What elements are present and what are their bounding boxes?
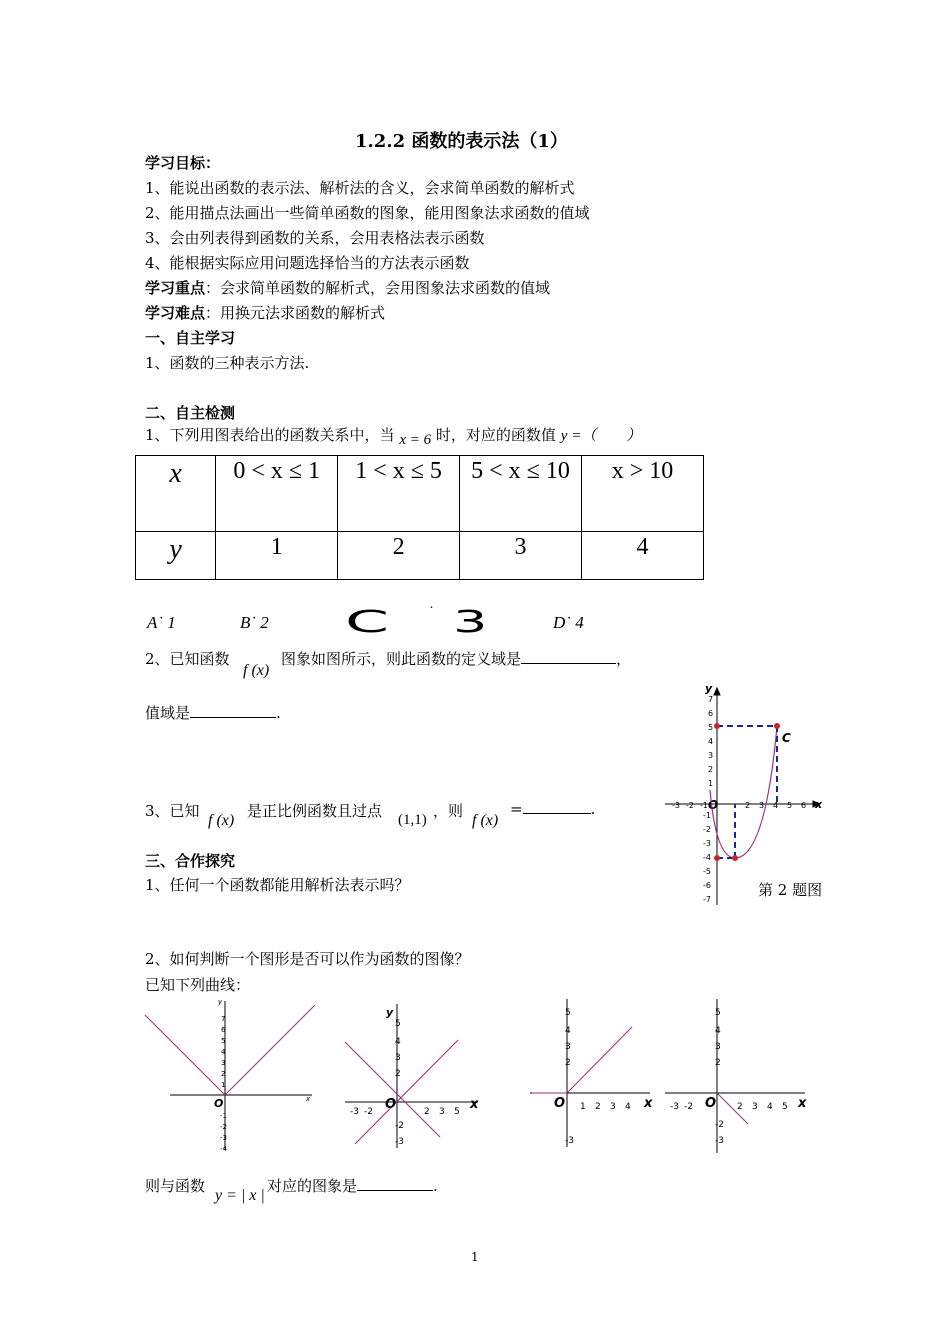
graph3-xtick: 1 [580, 1102, 586, 1112]
graph4-xtick: 2 [737, 1102, 743, 1112]
fig2-ytick: 7 [708, 695, 714, 704]
fig2-ytick: -2 [703, 825, 711, 834]
fig2-ytick: -7 [703, 895, 711, 904]
fig2-xtick: 5 [787, 801, 793, 810]
final-function: y = | x | [215, 1187, 265, 1204]
difficulty-label: 学习难点 [145, 304, 206, 322]
final-line [267, 1175, 438, 1196]
q2-middle: 图象如图所示，则此函数的定义域是 [281, 650, 522, 668]
fig2-ytick: 3 [708, 751, 714, 760]
fig2-ytick: -4 [703, 853, 711, 862]
fig2-ytick: -1 [703, 811, 711, 820]
section2-q1 [145, 424, 642, 448]
page-number: 1 [471, 1250, 479, 1264]
fig2-xtick: -1 [700, 801, 708, 810]
graph3-xtick: 2 [595, 1102, 601, 1112]
fig2-xtick: 3 [759, 801, 765, 810]
table-cell: 1 < x ≤ 5 [338, 456, 460, 532]
table-cell: 1 [216, 532, 338, 580]
q2-range-blank[interactable] [190, 717, 276, 718]
table-cell: 5 < x ≤ 10 [460, 456, 582, 532]
table-header-x: x [136, 456, 216, 532]
table-row-y [136, 532, 704, 580]
graph2-ytick: 3 [395, 1053, 401, 1063]
graph2-ytick: 5 [395, 1019, 401, 1029]
graph4-xtick: 3 [752, 1102, 758, 1112]
section1-heading: 一、自主学习 [145, 329, 236, 347]
graph2-x-label: x [470, 1097, 479, 1112]
difficulty-text: ：用换元法求函数的解析式 [205, 304, 386, 322]
graph1-ytick: 2 [221, 1070, 226, 1078]
section3-q2: 2、如何判断一个图形是否可以作为函数的图像？ [145, 950, 470, 968]
graph4-origin: O [705, 1096, 717, 1111]
graph1-ytick: -3 [220, 1134, 227, 1142]
graph4-xtick: -2 [684, 1102, 693, 1112]
fig2-xtick: 2 [745, 801, 751, 810]
graph4-xtick: 5 [782, 1102, 788, 1112]
q1-prefix: 1、下列用图表给出的函数关系中，当 [145, 426, 395, 444]
q3-point: (1,1) [398, 812, 427, 828]
q3-middle: 是正比例函数且过点 [247, 802, 383, 820]
function-table [135, 455, 704, 580]
key-point-label: 学习重点 [145, 279, 206, 297]
graph1-ytick: 7 [221, 1015, 226, 1023]
section3-heading: 三、合作探究 [145, 852, 236, 870]
graph3-origin: O [554, 1096, 566, 1111]
q2-fx: f (x) [243, 662, 270, 679]
graph1-ytick: 4 [221, 1048, 226, 1056]
section3-q1: 1、任何一个函数都能用解析法表示吗？ [145, 876, 410, 894]
graph3-ytick: 5 [565, 1008, 571, 1018]
q2-range-label: 值域是 [145, 704, 191, 722]
graph1-ytick: -4 [220, 1145, 227, 1153]
q2-line [281, 648, 631, 669]
option-c-dot: ˙ [428, 605, 435, 621]
graph-1 [140, 995, 320, 1155]
graph4-ytick: 5 [715, 1008, 721, 1018]
fig2-ytick: 4 [708, 737, 714, 746]
graph4-ytick: 3 [715, 1042, 721, 1052]
q2-domain-blank[interactable] [521, 663, 616, 664]
y-axis-arrow [714, 688, 720, 695]
graph1-origin: O [214, 1097, 224, 1110]
q2-range-end: . [276, 704, 281, 722]
graph-4 [660, 995, 815, 1155]
fig2-xtick: -3 [672, 801, 680, 810]
option-c-value[interactable]: 3 [453, 605, 488, 640]
table-cell: 0 < x ≤ 1 [216, 456, 338, 532]
fig2-x-label: x [815, 798, 823, 811]
fig2-ytick: 5 [708, 723, 714, 732]
final-blank[interactable] [357, 1190, 433, 1191]
objective-1: 1、能说出函数的表示法、解析法的含义，会求简单函数的解析式 [145, 179, 575, 197]
fig2-ytick: 6 [708, 709, 714, 718]
graph3-ytick: 3 [565, 1042, 571, 1052]
graph4-ytick: 4 [715, 1026, 721, 1036]
table-row-x [136, 456, 704, 532]
fig2-point-c: C [782, 731, 791, 745]
graph1-y-label: y [218, 998, 223, 1006]
fig2-point [714, 723, 720, 729]
fig2-point [774, 723, 780, 729]
graph2-ytick: -2 [395, 1121, 404, 1131]
q3-eq: = [510, 800, 523, 818]
fig2-ytick: 2 [708, 765, 714, 774]
fig2-xtick: -2 [686, 801, 694, 810]
fig2-ytick: -6 [703, 881, 711, 890]
graph2-ytick: 4 [395, 1037, 401, 1047]
graph4-ytick: -2 [715, 1120, 724, 1130]
graph2-origin: O [385, 1097, 397, 1112]
fig2-origin: O [708, 798, 719, 812]
graph4-xtick: 4 [767, 1102, 773, 1112]
table-cell: 3 [460, 532, 582, 580]
q2-range-line [145, 702, 281, 723]
q3-fx: f (x) [208, 812, 235, 829]
q3-prefix: 3、已知 [145, 802, 200, 820]
option-a[interactable]: A˙ 1 [147, 613, 176, 632]
fig2-ytick: -5 [703, 867, 711, 876]
graph-3 [510, 995, 660, 1150]
final-prefix: 则与函数 [145, 1177, 206, 1195]
q3-then: ，则 [433, 802, 464, 820]
table-cell: 4 [581, 532, 703, 580]
page-title: 1.2.2 函数的表示法（1） [355, 131, 568, 152]
section2-heading: 二、自主检测 [145, 404, 236, 422]
graph3-ytick: 4 [565, 1026, 571, 1036]
option-c-letter[interactable]: C [345, 605, 390, 640]
objective-4: 4、能根据实际应用问题选择恰当的方法表示函数 [145, 254, 470, 272]
objectives-heading: 学习目标： [145, 154, 221, 172]
figure-2-caption: 第 2 题图 [758, 881, 823, 899]
key-point-text: ：会求简单函数的解析式，会用图象法求函数的值域 [205, 279, 551, 297]
final-end: . [433, 1177, 438, 1195]
graph1-ytick: 1 [221, 1081, 226, 1089]
graph2-xtick: -3 [350, 1107, 359, 1117]
fig2-point [732, 855, 738, 861]
graph3-ytick: -3 [565, 1136, 574, 1146]
graph1-ytick: -1 [220, 1112, 227, 1120]
graph3-ytick: 2 [565, 1058, 571, 1068]
graph2-ytick: -3 [395, 1137, 404, 1147]
section1-q1: 1、函数的三种表示方法. [145, 354, 310, 372]
fig2-y-label: y [705, 682, 713, 695]
graph3-xtick: 3 [610, 1102, 616, 1112]
table-cell: 2 [338, 532, 460, 580]
q3-answer-line [510, 800, 595, 818]
graph1-ytick: 6 [221, 1026, 226, 1034]
graph1-ytick: -2 [220, 1123, 227, 1131]
graph2-xtick: 5 [454, 1107, 460, 1117]
q2-prefix: 2、已知函数 [145, 650, 230, 668]
objective-2: 2、能用描点法画出一些简单函数的图象，能用图象法求函数的值域 [145, 204, 590, 222]
fig2-point [714, 855, 720, 861]
fig2-xtick: 4 [773, 801, 779, 810]
graph3-xtick: 4 [625, 1102, 631, 1112]
graph1-ytick: 5 [221, 1037, 226, 1045]
q1-middle: 时，对应的函数值 [435, 426, 556, 444]
figure-2 [660, 680, 835, 910]
section3-q2-sub: 已知下列曲线： [145, 976, 251, 994]
key-point [145, 277, 550, 298]
difficulty [145, 302, 385, 323]
table-cell: x > 10 [581, 456, 703, 532]
q3-fx2: f (x) [472, 812, 499, 829]
graph2-y-label: y [386, 1006, 394, 1019]
graph4-ytick: -3 [715, 1136, 724, 1146]
q2-end: ， [616, 650, 632, 668]
graph-2 [340, 1000, 490, 1150]
graph4-xtick: -3 [670, 1102, 679, 1112]
q1-condition: x = 6 [399, 432, 432, 448]
graph4-ytick: 2 [715, 1058, 721, 1068]
graph2-xtick: -2 [364, 1107, 373, 1117]
graph2-ytick: 2 [395, 1069, 401, 1079]
fig2-xtick: 6 [801, 801, 807, 810]
graph2-xtick: 2 [424, 1107, 430, 1117]
q1-answer: y =（ ） [560, 428, 642, 444]
q3-blank[interactable] [523, 813, 591, 814]
graph3-x-label: x [644, 1096, 653, 1111]
graph4-x-label: x [798, 1096, 807, 1111]
graph1-ytick: 3 [221, 1059, 226, 1067]
fig2-ytick: 1 [708, 779, 714, 788]
objective-3: 3、会由列表得到函数的关系，会用表格法表示函数 [145, 229, 485, 247]
graph2-xtick: 3 [439, 1107, 445, 1117]
option-b[interactable]: B˙ 2 [240, 613, 269, 632]
fig2-ytick: -3 [703, 839, 711, 848]
table-header-y: y [136, 532, 216, 580]
q3-end: . [590, 800, 596, 818]
fig2-curve [710, 726, 777, 858]
graph1-x-label: x [306, 1095, 311, 1103]
final-post: 对应的图象是 [267, 1177, 358, 1195]
option-d[interactable]: D˙ 4 [553, 613, 584, 632]
